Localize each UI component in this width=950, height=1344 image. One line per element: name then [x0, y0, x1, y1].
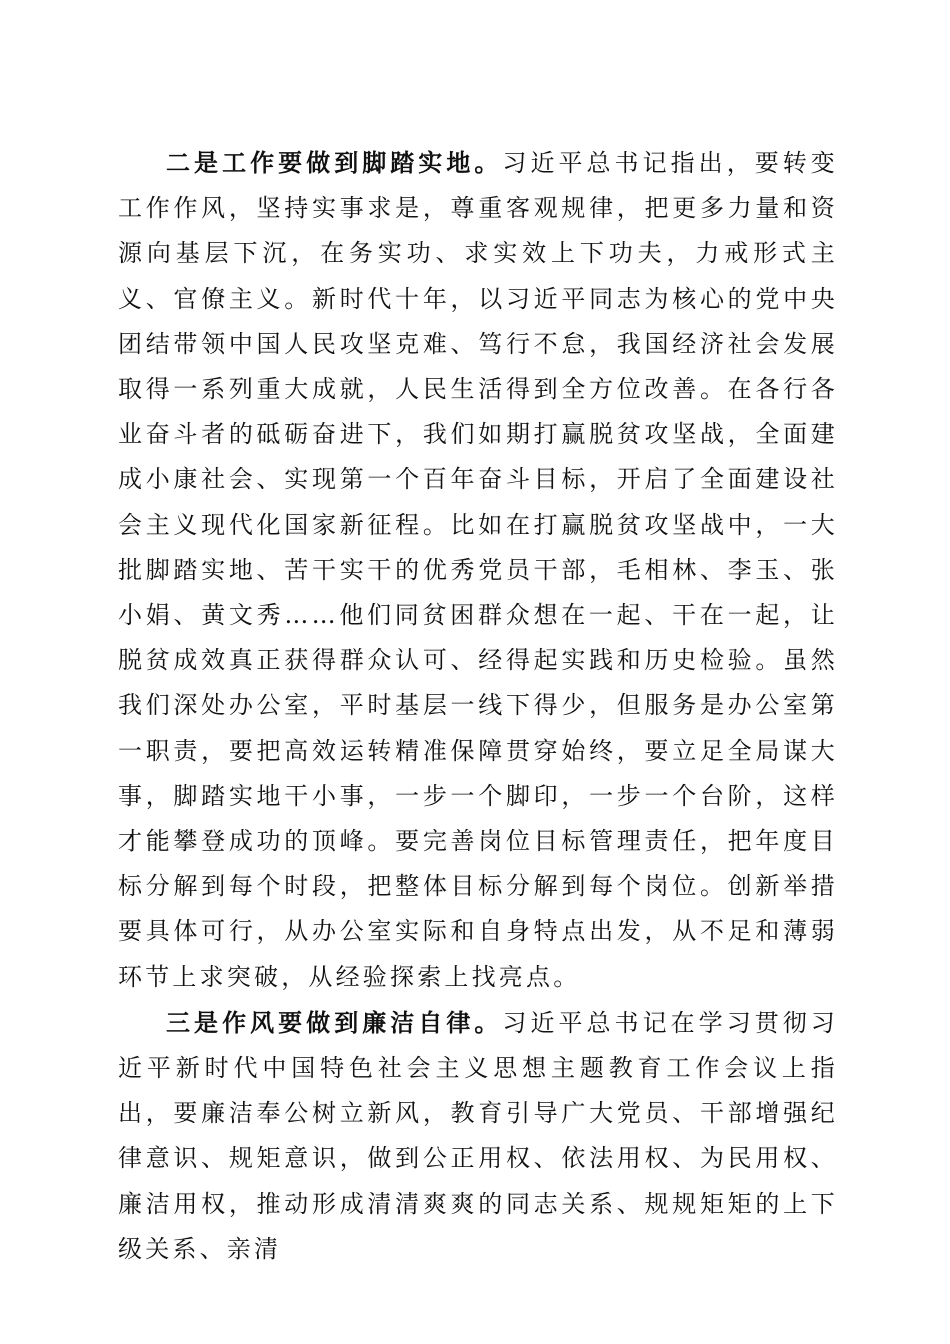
- paragraph-work-down-to-earth: [118, 140, 838, 1000]
- paragraph-lead-heading: 二是工作要做到脚踏实地。: [166, 148, 503, 177]
- paragraph-body-text: 习近平总书记在学习贯彻习近平新时代中国特色社会主义思想主题教育工作会议上指出，要廉洁奉公树立新风，教育引导广大党员、干部增强纪律意识、规矩意识，做到公正用权、依法用权、为民用权、廉洁用权，推动形成清清爽爽的同志关系、规规矩矩的上下级关系、亲清: [118, 1008, 838, 1263]
- paragraph-style-integrity: [118, 1000, 838, 1272]
- paragraph-body-text: 习近平总书记指出，要转变工作作风，坚持实事求是，尊重客观规律，把更多力量和资源向基层下沉，在务实功、求实效上下功夫，力戒形式主义、官僚主义。新时代十年，以习近平同志为核心的党中央团结带领中国人民攻坚克难、笃行不怠，我国经济社会发展取得一系列重大成就，人民生活得到全方位改善。在各行各业奋斗者的砥砺奋进下，我们如期打赢脱贫攻坚战，全面建成小康社会、实现第一个百年奋斗目标，开启了全面建设社会主义现代化国家新征程。比如在打赢脱贫攻坚战中，一大批脚踏实地、苦干实干的优秀党员干部，毛相林、李玉、张小娟、黄文秀……他们同贫困群众想在一起、干在一起，让脱贫成效真正获得群众认可、经得起实践和历史检验。虽然我们深处办公室，平时基层一线下得少，但服务是办公室第一职责，要把高效运转精准保障贯穿始终，要立足全局谋大事，脚踏实地干小事，一步一个脚印，一步一个台阶，这样才能攀登成功的顶峰。要完善岗位目标管理责任，把年度目标分解到每个时段，把整体目标分解到每个岗位。创新举措要具体可行，从办公室实际和自身特点出发，从不足和薄弱环节上求突破，从经验探索上找亮点。: [118, 149, 838, 991]
- document-body: [118, 140, 838, 1272]
- paragraph-lead-heading: 三是作风要做到廉洁自律。: [166, 1007, 503, 1037]
